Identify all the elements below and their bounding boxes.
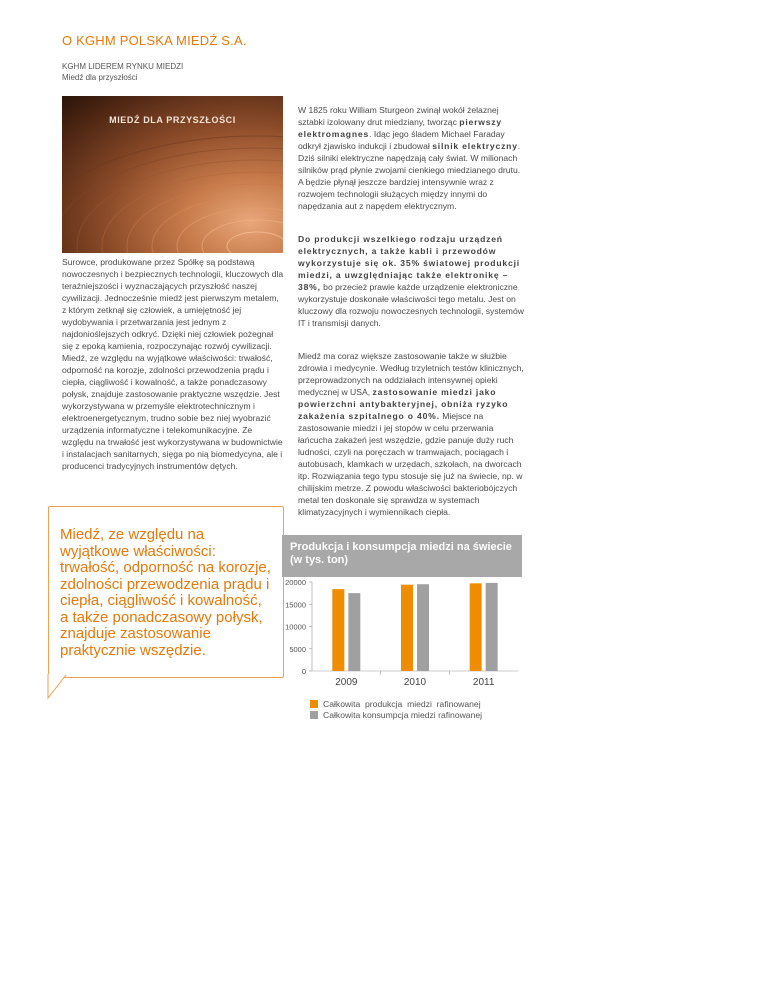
bar-production — [332, 589, 344, 671]
bar-production — [470, 583, 482, 671]
legend-item-production — [310, 699, 481, 709]
bar-consumption — [348, 593, 360, 671]
intro-paragraph: Surowce, produkowane przez Spółkę są podstawą nowoczesnych i bezpiecznych technologii, kluczowych dla teraźniejszości i wyznaczających przyszłość naszej cywilizacji. Jednocześnie miedź jest pierwszym metalem, z którym zetknął się człowiek, a umiejętność jej wydobywania i przetwarzania jest jednym z najdonioślejszych odkryć. Dzięki niej człowiek pożegnał się z epoką kamienia, rozpoczynając rozwój cywilizacji. Miedź, ze względu na wyjątkowe właściwości: trwałość, odporność na korozje, zdolności przewodzenia prądu i ciepła, ciągliwość i kowalność, a także ponadczasowy połysk, znajduje zastosowanie praktyczne wszędzie. Jest wykorzystywana w przemyśle elektrotechnicznym i elektroenergetycznym, trudno sobie bez niej wyobrazić urządzenia informatyczne i telekomunikacyjne. Ze względu na trwałość jest wykorzystywana w budownictwie i instalacjach sanitarnych, sięga po nią biomedycyna, ale i producenci tradycyjnych instrumentów dętych. — [62, 257, 284, 471]
hero-image — [62, 96, 283, 253]
legend-label-consumption: Całkowita konsumpcja miedzi rafinowanej — [323, 710, 483, 720]
legend-swatch-production — [310, 700, 318, 708]
paragraph-electromagnet: W 1825 roku William Sturgeon zwinął wokół żelaznej sztabki izolowany drut miedziany, tworząc pierwszy elektromagnes. Idąc jego śladem Michael Faraday odkrył zjawisko indukcji i zbudował silnik elektryczny. Dziś silniki elektryczne napędzają cały świat. W milionach silników prąd płynie zwojami cienkiego miedzianego drutu. A będzie płynął jeszcze bardziej intensywnie wraz z rozwojem technologii służących między innymi do napędzania aut z napędem elektrycznym. — [298, 105, 521, 211]
paragraph-electrical-usage: Do produkcji wszelkiego rodzaju urządzeń elektrycznych, a także kabli i przewodów wykorzystuje się ok. 35% światowej produkcji miedzi, a uwzględniając także elektronikę – 38%, bo przecież prawie każde urządzenie elektroniczne wykorzystuje doskonałe właściwości tego metalu. Jest on kluczowy dla rozwoju nowoczesnych technologii, systemów IT i transmisji danych. — [298, 234, 524, 328]
pull-quote-text: Miedź, ze względu na wyjątkowe właściwości: trwałość, odporność na korozje, zdolności przewodzenia prądu i ciepła, ciągliwość i kowalność, a także ponadczasowy połysk, znajduje zastosowanie praktycznie wszędzie. — [60, 526, 271, 659]
bar-production — [401, 585, 413, 671]
hero-title: MIEDŹ DLA PRZYSZŁOŚCI — [109, 115, 236, 125]
x-tick-label: 2011 — [472, 677, 495, 688]
legend-label-production: Całkowita produkcja miedzi rafinowanej — [323, 699, 481, 709]
x-tick-label: 2010 — [403, 677, 427, 688]
paragraph-medical-usage: Miedź ma coraz większe zastosowanie także w służbie zdrowia i medycynie. Według trzyletnich testów klinicznych, przeprowadzonych na oddziałach intensywnej opieki medycznej w USA, zastosowanie miedzi jako powierzchni antybakteryjnej, obniża ryzyko zakażenia szpitalnego o 40%. Miejsce na zastosowanie miedzi i jej stopów w celu przerwania łańcucha zakażeń jest wszędzie, gdzie panuje duży ruch ludności, czyli na poręczach w tramwajach, pociągach i autobusach, klamkach w urzędach, szkołach, na dworcach itp. Rozwiązania tego typu stosuje się już na świecie, np. w chilijskim metrze. Z powodu właściwości bakteriobójczych metal ten doskonale się sprawdza w systemach klimatyzacyjnych i wymiennikach ciepła. — [298, 351, 524, 517]
legend-swatch-consumption — [310, 711, 318, 719]
legend-item-consumption — [310, 710, 482, 720]
subsection-label: Miedź dla przyszłości — [62, 73, 138, 82]
page-header-title: O KGHM POLSKA MIEDŹ S.A. — [62, 33, 247, 48]
chart-title: Produkcja i konsumpcja miedzi na świecie (w tys. ton) — [290, 541, 512, 566]
speech-bubble-tail-icon — [46, 674, 68, 700]
bar-consumption — [486, 583, 498, 671]
y-tick-label: 0 — [301, 667, 306, 676]
section-label: KGHM LIDEREM RYNKU MIEDZI — [62, 62, 184, 71]
production-consumption-chart — [282, 578, 522, 698]
y-tick-label: 10000 — [285, 622, 306, 632]
y-tick-label: 5000 — [289, 644, 306, 654]
y-tick-label: 20000 — [285, 578, 306, 587]
x-tick-label: 2009 — [335, 677, 358, 688]
bar-consumption — [417, 584, 429, 671]
y-tick-label: 15000 — [285, 600, 306, 610]
